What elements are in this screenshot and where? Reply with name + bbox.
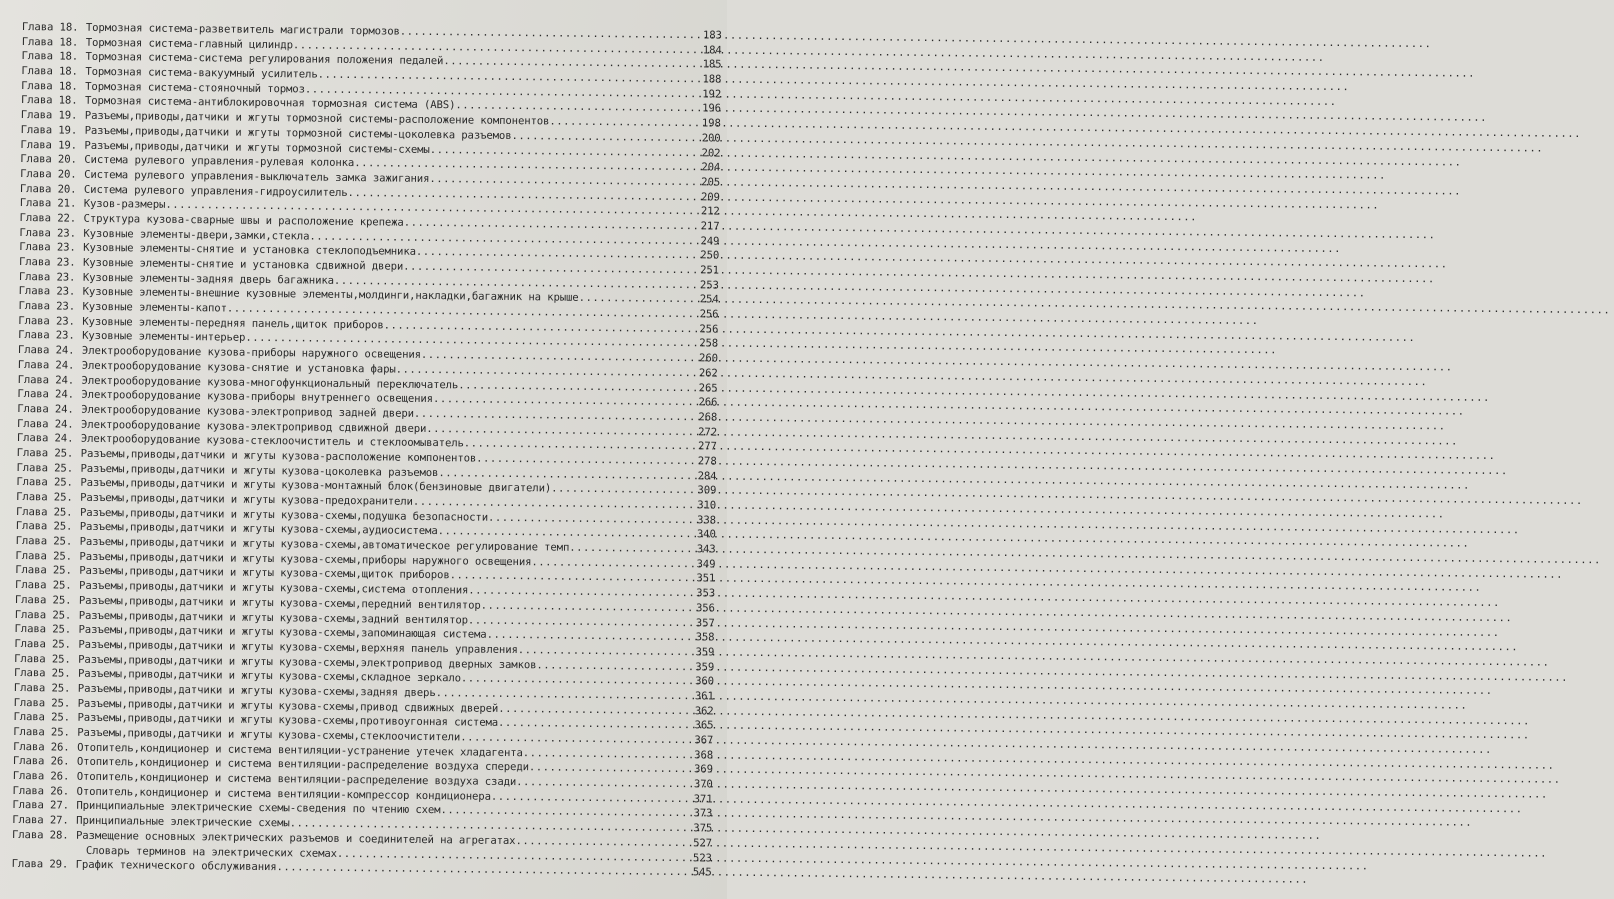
toc-page-number: 343 [696,543,716,556]
toc-page-number: 183 [702,29,722,42]
toc-page-number: 192 [702,88,722,101]
toc-chapter-label: Глава 18. [20,94,78,108]
toc-chapter-label: Глава 27. [12,814,69,827]
toc-chapter-label: Глава 19. [20,109,78,122]
toc-entry-title: Кузовные элементы-снятие и установка сдвижной двери [82,256,404,273]
toc-entry-title: Словарь терминов на электрических схемах [85,844,338,860]
toc-page-number: 184 [702,44,722,57]
toc-entry-title: Кузовные элементы-капот [82,300,227,315]
toc-chapter-label: Глава 25. [16,476,73,489]
toc-page-number: 360 [695,675,715,688]
toc-entry-title: Разъемы,приводы,датчики и жгуты кузова-схемы,противоугонная система [77,712,499,730]
toc-entry-title: Разъемы,приводы,датчики и жгуты кузова-схемы,система отопления [79,579,469,597]
toc-entry-title: Разъемы,приводы,датчики и жгуты кузова-схемы,задняя дверь [77,682,436,700]
toc-entry-title: График технического обслуживания [75,858,277,874]
toc-page-number: 253 [699,278,719,292]
toc-page-number: 249 [700,234,720,248]
toc-chapter-label: Глава 25. [14,608,72,622]
toc-page-number: 200 [701,132,721,145]
toc-entry-title: Тормозная система-главный цилиндр [85,36,293,51]
toc-page-number: 340 [696,528,716,541]
toc-page-number: 370 [693,778,713,791]
toc-chapter-label: Глава 24. [17,373,75,387]
toc-dot-leader [551,482,691,498]
toc-entry-title: Разъемы,приводы,датчики и жгуты кузова-схемы,верхняя панель управления [78,638,518,656]
toc-page-number: 202 [701,146,721,160]
toc-entry-title: Разъемы,приводы,датчики и жгуты тормозной системы-расположение компонентов [84,109,550,128]
toc-entry-title: Разъемы,приводы,датчики и жгуты кузова-монтажный блок(бензиновые двигатели) [80,477,552,495]
toc-chapter-label: Глава 29. [11,858,69,871]
toc-chapter-label: Глава 23. [19,226,76,240]
toc-entry-title: Электрооборудование кузова-приборы внутреннего освещения [81,388,434,406]
toc-entry-title: Кузовные элементы-задняя дверь багажника [82,271,335,287]
toc-page-number: 278 [697,455,717,468]
toc-entry-title: Отопитель,кондиционер и система вентиляции-компрессор кондиционера [76,785,491,803]
toc-page-number: 250 [700,249,720,262]
toc-page-number: 357 [695,616,715,630]
toc-page-number: 375 [693,822,713,835]
toc-entry-title: Отопитель,кондиционер и система вентиляции-устранение утечек хладагента [77,741,523,759]
toc-entry-title: Разъемы,приводы,датчики и жгуты кузова-схемы,запоминающая система [78,623,487,641]
toc-entry-title: Тормозная система-антиблокировочная тормозная система (ABS) [84,95,456,112]
toc-page-number: 272 [698,425,718,439]
toc-dot-leader [569,541,690,557]
toc-chapter-label: Глава 25. [16,461,74,475]
toc-page-number: 349 [696,558,716,571]
toc-page-number: 309 [697,484,717,497]
toc-chapter-label: Глава 25. [16,446,74,460]
toc-chapter-label: Глава 20. [20,167,77,181]
toc-page-number: 545 [692,866,712,879]
toc-chapter-label: Глава 25. [13,711,71,724]
toc-page-number: 260 [698,352,718,365]
toc-entry-title: Электрооборудование кузова-электропривод сдвижной двери [80,418,427,435]
toc-entry-title: Разъемы,приводы,датчики и жгуты кузова-схемы,приборы наружного освещения [79,550,532,569]
toc-page-number: 254 [699,293,719,306]
toc-page-number: 205 [701,176,721,189]
toc-chapter-label: Глава 28. [11,828,69,842]
scanned-page [0,0,727,899]
toc-chapter-label: Глава 20. [20,153,77,166]
toc-chapter-label: Глава 25. [14,623,72,636]
toc-entry-title: Разъемы,приводы,датчики и жгуты кузова-цоколевка разъемов [80,462,439,479]
toc-page-number: 256 [699,323,719,336]
toc-page-number: 256 [699,308,719,321]
toc-page-number: 359 [695,660,715,674]
toc-chapter-label: Глава 27. [12,799,69,813]
toc-page-number: 367 [694,734,714,747]
toc-page-number: 188 [702,73,722,86]
toc-page-number: 351 [696,572,716,585]
toc-chapter-label: Глава 25. [13,667,71,680]
toc-page-number: 523 [692,851,712,864]
toc-entry-title: Разъемы,приводы,датчики и жгуты кузова-схемы,передний вентилятор [78,594,481,612]
toc-page-number: 209 [700,190,720,204]
toc-chapter-label: Глава 18. [21,65,78,78]
toc-page-number: 196 [702,102,722,115]
toc-chapter-label: Глава 25. [14,593,72,607]
toc-chapter-label: Глава 25. [14,652,71,666]
toc-chapter-label: Глава 23. [18,255,76,269]
toc-chapter-label: Глава 18. [21,35,79,49]
toc-page-number: 338 [697,513,717,527]
toc-entry-title: Размещение основных электрических разъемов и соединителей на агрегатах [75,829,516,847]
toc-chapter-label: Глава 24. [16,432,74,445]
toc-entry-title: Электрооборудование кузова-стеклоочиститель и стеклоомыватель [80,433,464,450]
toc-entry-title: Разъемы,приводы,датчики и жгуты кузова-схемы,электропривод дверных замков [78,653,537,671]
toc-page-number: 265 [698,381,718,395]
toc-entry-title: Электрооборудование кузова-снятие и установка фары [81,359,396,376]
toc-entry-title: Принципиальные электрические схемы-сведения по чтению схем [76,800,441,817]
toc-page-number: 277 [697,440,717,453]
toc-entry-title: Кузовные элементы-интерьер [82,330,246,345]
toc-entry-title: Отопитель,кондиционер и система вентиляции-распределение воздуха спереди [76,756,529,774]
toc-entry-title: Разъемы,приводы,датчики и жгуты кузова-схемы,щиток приборов [79,565,450,582]
toc-page-number: 217 [700,220,720,233]
toc-chapter-label: Глава 25. [16,490,73,504]
toc-entry-title: Тормозная система-стояночный тормоз [85,80,305,96]
toc-chapter-label: Глава 26. [12,784,70,798]
toc-entry-title: Принципиальные электрические схемы [76,814,290,830]
toc-page-number: 527 [693,837,713,850]
toc-page-number: 358 [695,631,715,644]
toc-page-number: 353 [696,587,716,600]
toc-entry-title: Разъемы,приводы,датчики и жгуты кузова-схемы,стеклоочистители [77,726,461,744]
toc-chapter-label: Глава 20. [19,182,77,196]
toc-chapter-label: Глава 19. [20,123,78,137]
toc-entry-title: Разъемы,приводы,датчики и жгуты кузова-схемы,подушка безопасности [79,506,489,524]
toc-chapter-label [12,852,86,853]
toc-entry-title: Разъемы,приводы,датчики и жгуты тормозной системы-схемы [84,139,430,156]
toc-page-number: 204 [701,161,721,174]
toc-page-number: 310 [697,499,717,512]
toc-chapter-label: Глава 25. [15,564,72,578]
toc-chapter-label: Глава 19. [20,138,78,152]
toc-page-number: 371 [693,793,713,806]
toc-entry-title: Система рулевого управления-гидроусилитель [83,183,348,199]
toc-chapter-label: Глава 23. [18,285,76,299]
toc-chapter-label: Глава 26. [12,755,70,769]
toc-chapter-label: Глава 18. [21,20,79,34]
toc-page-number: 198 [701,117,721,130]
toc-entry-title: Разъемы,приводы,датчики и жгуты тормозной системы-цоколевка разъемов [84,124,512,142]
toc-page-number: 212 [700,205,720,218]
toc-entry-title: Разъемы,приводы,датчики и жгуты кузова-схемы,автоматическое регулирование темп [79,535,570,554]
toc-entry-title: Кузовные элементы-снятие и установка стеклоподъемника [83,242,417,259]
toc-page-number: 368 [694,748,714,762]
toc-chapter-label: Глава 25. [14,637,71,651]
toc-chapter-label: Глава 25. [13,681,71,695]
toc-page-number: 362 [694,704,714,718]
toc-entry-title: Разъемы,приводы,датчики и жгуты кузова-схемы,привод сдвижных дверей [77,697,499,715]
toc-page-number: 365 [694,719,714,732]
toc-chapter-label: Глава 23. [18,314,75,328]
toc-entry-title: Электрооборудование кузова-электропривод задней двери [81,403,415,420]
toc-chapter-label: Глава 25. [15,505,73,519]
toc-chapter-label: Глава 25. [15,549,73,563]
toc-chapter-label: Глава 18. [21,79,78,93]
toc-entry-title: Разъемы,приводы,датчики и жгуты кузова-схемы,задний вентилятор [78,609,469,626]
toc-chapter-label: Глава 25. [15,535,73,548]
toc-chapter-label: Глава 23. [18,270,76,284]
toc-page-number: 266 [698,396,718,409]
toc-page-number: 262 [698,367,718,380]
toc-chapter-label: Глава 25. [15,520,73,534]
toc-page-number: 185 [702,58,722,71]
toc-entry-title: Система рулевого управления-рулевая колонка [84,153,355,170]
toc-chapter-label: Глава 18. [21,50,79,64]
toc-entry-title: Кузовные элементы-двери,замки,стекла [83,227,310,243]
toc-entry-title: Структура кузова-сварные швы и расположение крепежа [83,212,404,229]
toc-entry-title: Тормозная система-разветвитель магистрали тормозов [85,21,400,38]
toc-chapter-label: Глава 25. [15,579,72,592]
toc-entry-title: Разъемы,приводы,датчики и жгуты кузова-схемы,складное зеркало [77,667,462,685]
toc-chapter-label: Глава 24. [17,344,75,357]
toc-page-number: 359 [695,646,715,659]
toc-chapter-label: Глава 23. [18,329,75,343]
toc-page-number: 369 [693,763,713,776]
toc-entry-title: Тормозная система-вакуумный усилитель [85,65,318,81]
toc-chapter-label: Глава 22. [19,211,77,225]
toc-chapter-label: Глава 25. [13,725,70,739]
toc-entry-title: Разъемы,приводы,датчики и жгуты кузова-предохранители [80,491,413,508]
toc-page-number: 251 [700,264,720,277]
toc-chapter-label: Глава 26. [13,740,70,754]
toc-page-number: 361 [694,690,714,703]
toc-entry-title: Кузов-размеры [83,198,166,212]
toc-page-number: 356 [695,602,715,615]
toc-chapter-label: Глава 24. [16,417,74,431]
toc-chapter-label: Глава 23. [18,300,76,313]
toc-entry-title: Тормозная система-система регулирования положения педалей [85,51,444,68]
toc-chapter-label: Глава 24. [17,358,75,372]
toc-entry-title: Электрооборудование кузова-многофункциональный переключатель [81,374,459,391]
toc-entry-title: Кузовные элементы-внешние кузовные элементы,молдинги,накладки,багажник на крыше [82,286,579,305]
toc-entry-title: Электрооборудование кузова-приборы наружного освещения [81,344,422,362]
toc-entry-title: Кузовные элементы-передняя панель,щиток приборов [82,315,384,332]
toc-chapter-label: Глава 24. [17,388,75,401]
toc-page-number: 284 [697,469,717,483]
toc-chapter-label: Глава 24. [17,402,74,416]
toc-entry-title: Система рулевого управления-выключатель замка зажигания [84,168,430,185]
toc-entry-title: Разъемы,приводы,датчики и жгуты кузова-схемы,аудиосистема [79,521,438,538]
toc-entry-title: Отопитель,кондиционер и система вентиляции-распределение воздуха сзади [76,770,517,789]
toc-chapter-label: Глава 26. [12,770,70,783]
toc-page-number: 268 [698,411,718,424]
toc-page-number: 258 [699,337,719,350]
toc-chapter-label: Глава 25. [13,696,71,710]
table-of-contents [12,20,722,880]
toc-dot-leader [579,291,694,307]
toc-chapter-label: Глава 21. [19,197,77,210]
toc-page-number: 373 [693,807,713,820]
toc-entry-title: Разъемы,приводы,датчики и жгуты кузова-расположение компонентов [80,447,477,465]
toc-chapter-label: Глава 23. [19,241,76,254]
